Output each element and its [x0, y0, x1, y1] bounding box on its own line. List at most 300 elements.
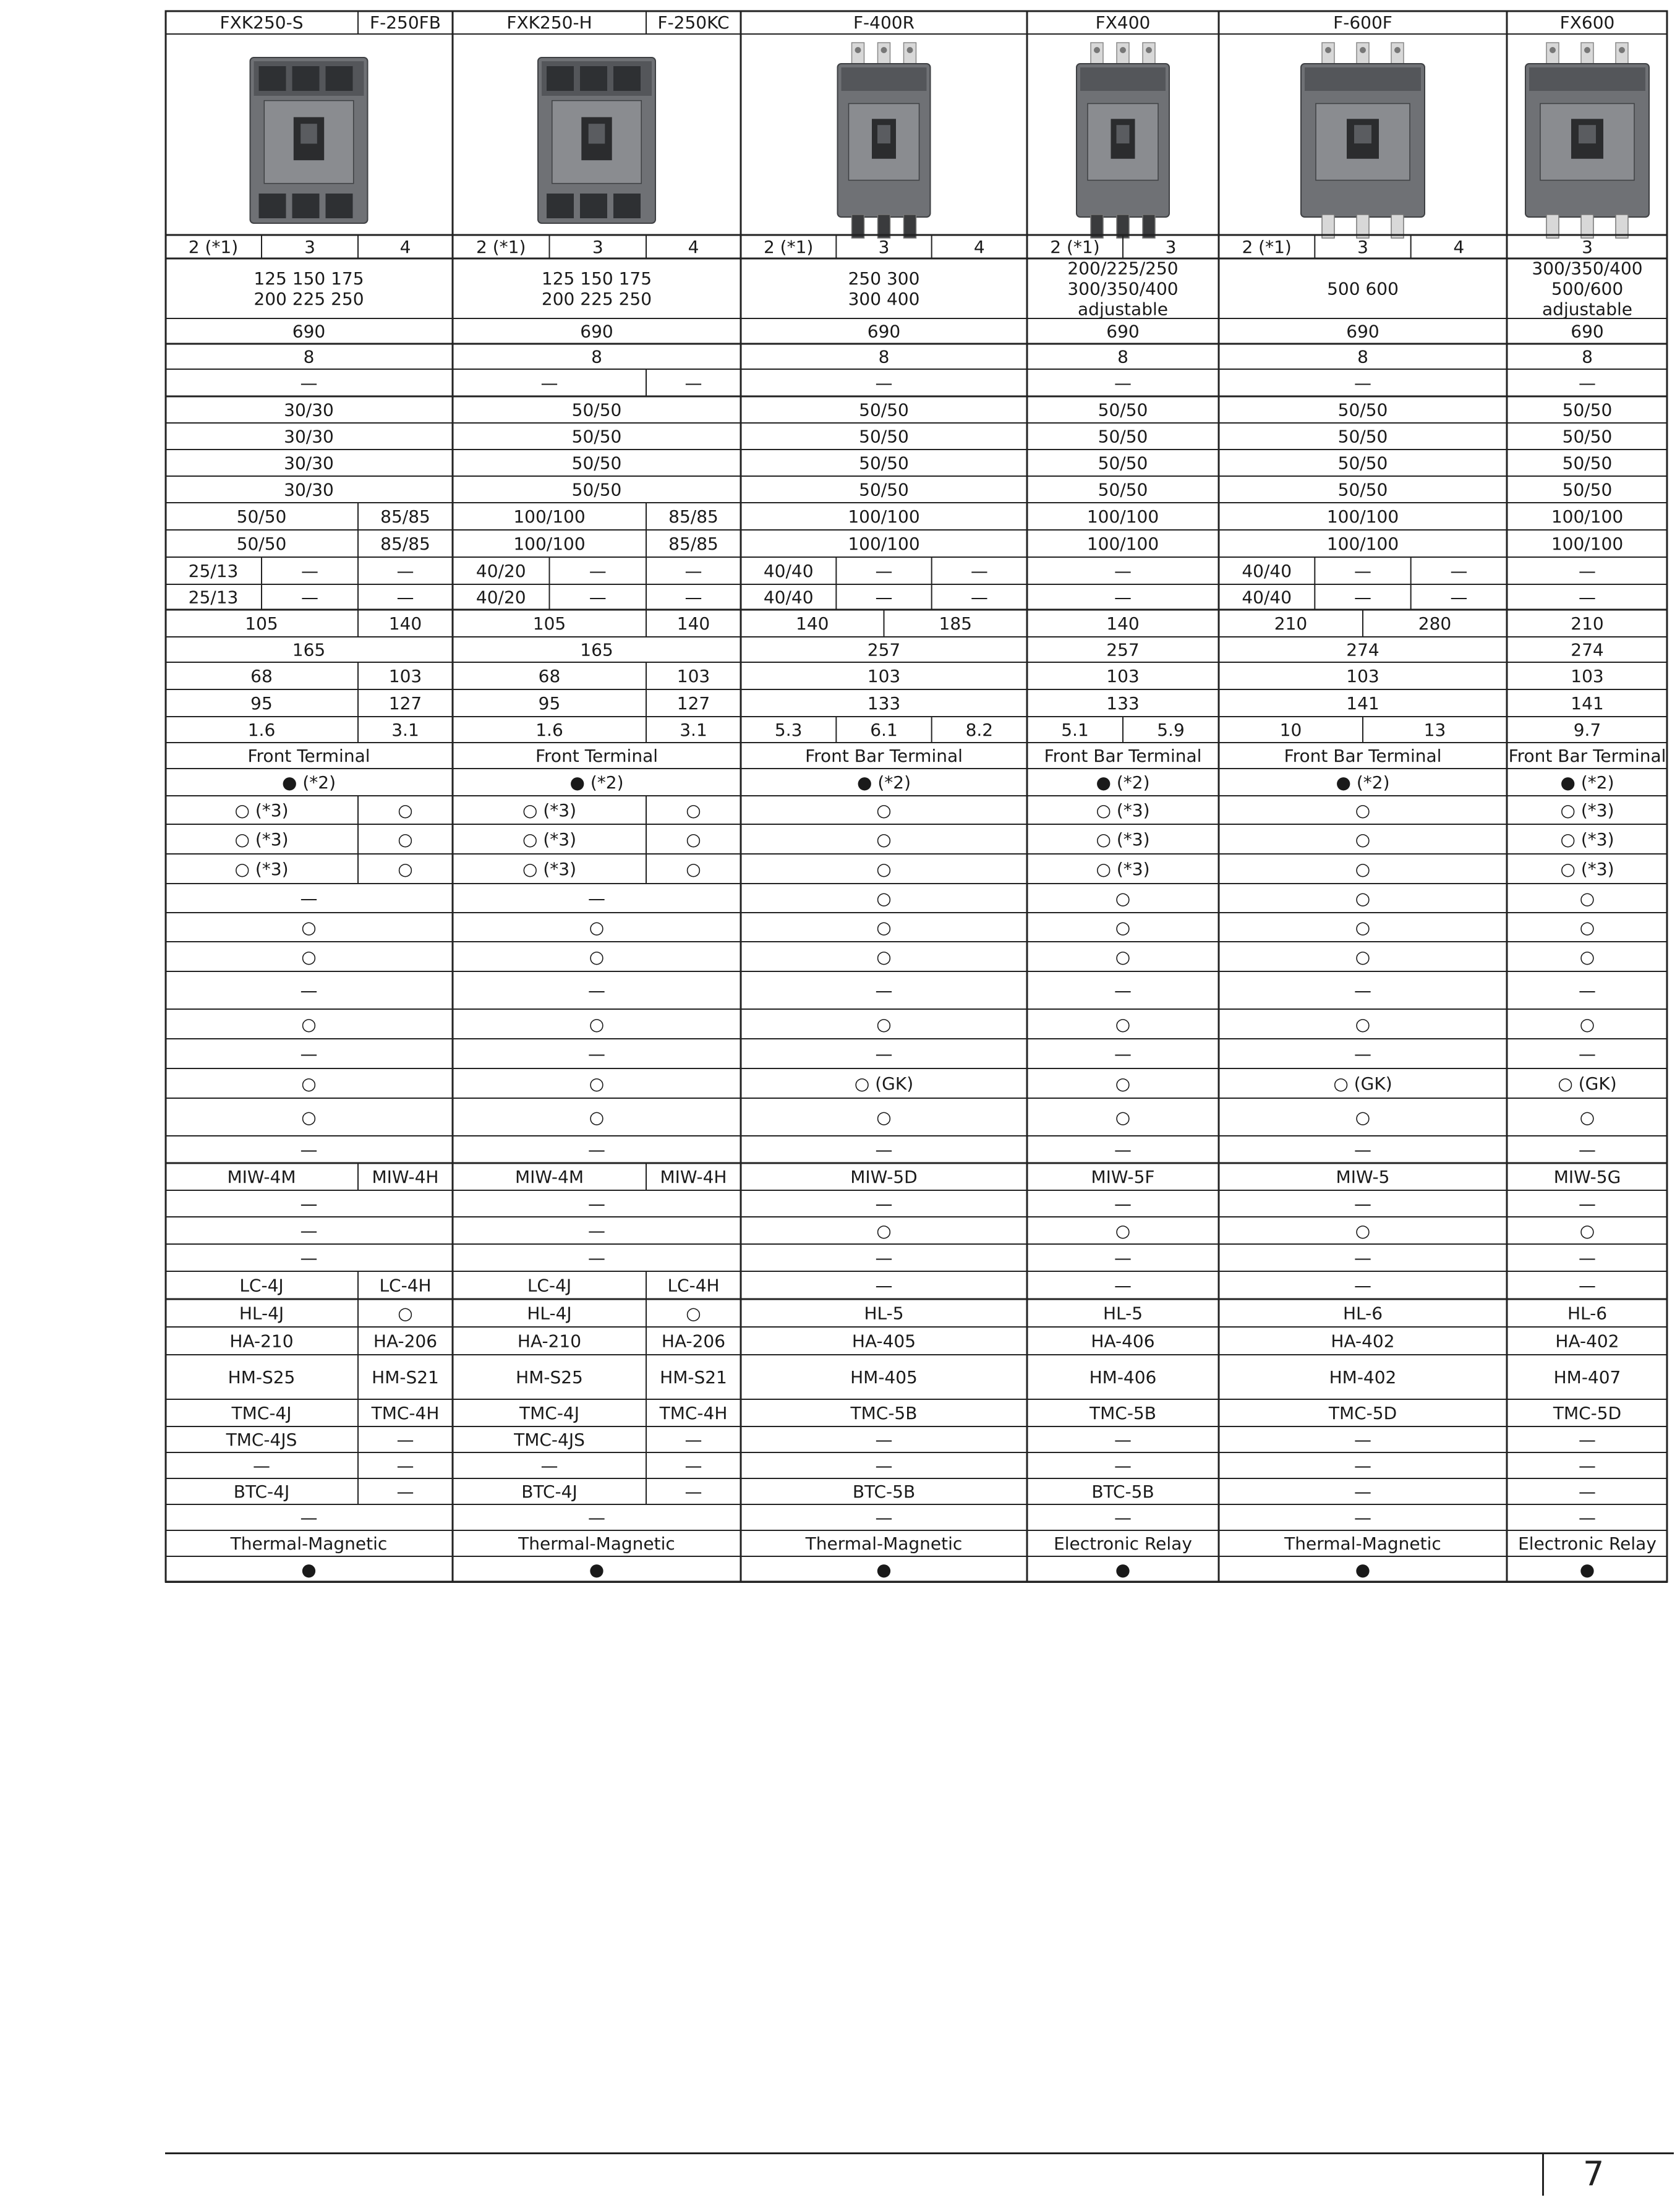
spec-cell: 125 150 175 200 225 250 — [541, 268, 652, 309]
spec-cell: — — [875, 1275, 893, 1296]
spec-cell: 140 — [796, 613, 829, 634]
spec-cell: 5.3 — [774, 720, 803, 740]
spec-cell: HL-5 — [1102, 1303, 1143, 1324]
model-variant: F-250FB — [370, 12, 441, 33]
spec-cell: — — [1450, 587, 1468, 608]
spec-cell: 500 600 — [1327, 278, 1399, 299]
spec-cell: Front Terminal — [535, 746, 659, 766]
spec-cell: 100/100 — [848, 506, 920, 527]
spec-cell: TMC-4JS — [514, 1430, 585, 1450]
spec-cell: 50/50 — [236, 534, 287, 554]
spec-cell: ○ — [686, 800, 701, 821]
spec-cell: ○ (*3) — [1560, 800, 1614, 821]
spec-cell: 3 — [592, 237, 603, 257]
spec-cell: — — [875, 1456, 893, 1476]
spec-cell: TMC-4J — [519, 1403, 579, 1423]
spec-cell: LC-4J — [527, 1275, 572, 1296]
spec-cell: ● (*2) — [1560, 772, 1614, 793]
spec-cell: — — [970, 587, 988, 608]
spec-cell: 165 — [292, 639, 326, 660]
spec-cell: ○ — [1355, 829, 1371, 850]
spec-cell: Thermal-Magnetic — [805, 1533, 963, 1554]
spec-cell: ○ (*3) — [234, 829, 289, 850]
molded-case-breaker-small-icon — [538, 58, 655, 223]
spec-cell: HM-405 — [850, 1367, 918, 1388]
spec-cell: — — [1354, 1507, 1371, 1528]
spec-cell: HA-206 — [661, 1331, 726, 1352]
spec-cell: ○ — [1355, 917, 1371, 938]
spec-cell: ○ — [1579, 1107, 1595, 1128]
molded-case-breaker-small-icon — [250, 58, 368, 223]
spec-cell: ○ — [589, 917, 605, 938]
breaker-spec-table — [165, 11, 1668, 1650]
spec-cell: 3.1 — [680, 720, 707, 740]
spec-cell: — — [875, 1193, 893, 1214]
spec-cell: MIW-4H — [660, 1167, 727, 1187]
spec-cell: 8 — [1117, 346, 1128, 367]
spec-cell: TMC-5B — [1089, 1403, 1156, 1423]
spec-cell: 85/85 — [380, 534, 430, 554]
spec-cell: 50/50 — [859, 426, 909, 447]
spec-cell: 105 — [532, 613, 566, 634]
spec-cell: — — [253, 1456, 270, 1476]
spec-cell: 690 — [580, 321, 613, 342]
spec-cell: 40/40 — [1242, 561, 1292, 581]
spec-cell: 103 — [1346, 666, 1379, 686]
spec-cell: 133 — [867, 693, 901, 714]
spec-cell: 165 — [580, 639, 613, 660]
spec-cell: — — [1579, 1482, 1596, 1502]
spec-cell: 127 — [676, 693, 710, 714]
spec-cell: 2 (*1) — [1242, 237, 1292, 257]
spec-cell: ● — [1115, 1559, 1131, 1580]
spec-cell: HA-210 — [517, 1331, 582, 1352]
spec-cell: 50/50 — [859, 453, 909, 474]
spec-cell: ○ — [301, 947, 317, 967]
spec-cell: — — [1579, 1275, 1596, 1296]
spec-cell: 100/100 — [1326, 534, 1399, 554]
spec-cell: ○ — [686, 829, 701, 850]
spec-cell: 3 — [878, 237, 890, 257]
spec-cell: 133 — [1106, 693, 1140, 714]
page-number: 7 — [1583, 2154, 1605, 2193]
model-name: F-400R — [853, 12, 915, 33]
spec-cell: 68 — [250, 666, 273, 686]
spec-cell: ● — [876, 1559, 892, 1580]
spec-cell: ● (*2) — [282, 772, 336, 793]
spec-cell: 257 — [867, 639, 901, 660]
spec-cell: HL-5 — [864, 1303, 904, 1324]
spec-cell: 100/100 — [1086, 506, 1159, 527]
spec-cell: 140 — [1106, 613, 1140, 634]
spec-cell: — — [875, 587, 893, 608]
footer-separator — [1542, 2152, 1544, 2196]
spec-cell: ○ — [1115, 1107, 1131, 1128]
spec-cell: 690 — [867, 321, 901, 342]
spec-cell: — — [1579, 980, 1596, 1001]
spec-cell: MIW-4M — [227, 1167, 296, 1187]
spec-cell: 103 — [867, 666, 901, 686]
spec-cell: ○ (*3) — [1560, 859, 1614, 879]
spec-cell: BTC-5B — [1091, 1482, 1154, 1502]
spec-cell: ○ — [589, 1107, 605, 1128]
spec-cell: 40/20 — [475, 587, 526, 608]
spec-cell: HM-402 — [1329, 1367, 1397, 1388]
spec-cell: — — [1579, 1248, 1596, 1268]
spec-cell: ○ — [1355, 859, 1371, 879]
spec-cell: ○ — [876, 859, 892, 879]
spec-cell: ○ — [1579, 917, 1595, 938]
spec-cell: 100/100 — [1086, 534, 1159, 554]
spec-cell: ○ (*3) — [1560, 829, 1614, 850]
spec-cell: — — [1354, 1275, 1371, 1296]
spec-cell: — — [300, 373, 318, 393]
spec-cell: ○ — [1355, 1014, 1371, 1034]
spec-cell: 40/40 — [763, 587, 814, 608]
spec-cell: 8 — [1582, 346, 1593, 367]
spec-cell: TMC-5D — [1328, 1403, 1397, 1423]
spec-cell: — — [1354, 980, 1371, 1001]
spec-cell: Front Bar Terminal — [1044, 746, 1202, 766]
spec-cell: — — [396, 1482, 414, 1502]
spec-cell: LC-4H — [667, 1275, 720, 1296]
spec-cell: 2 (*1) — [188, 237, 239, 257]
spec-cell: ○ (*3) — [522, 829, 576, 850]
spec-cell: 690 — [1346, 321, 1379, 342]
spec-cell: ○ — [876, 917, 892, 938]
spec-cell: 274 — [1346, 639, 1379, 660]
spec-cell: TMC-5B — [850, 1403, 918, 1423]
spec-cell: — — [875, 1044, 893, 1064]
spec-cell: 10 — [1279, 720, 1302, 740]
spec-cell: 50/50 — [1562, 479, 1613, 500]
spec-cell: 103 — [1571, 666, 1604, 686]
spec-cell: ○ (GK) — [1558, 1073, 1617, 1094]
spec-cell: 690 — [292, 321, 326, 342]
spec-cell: 141 — [1571, 693, 1604, 714]
spec-cell: TMC-4H — [371, 1403, 440, 1423]
spec-cell: ○ — [1115, 1014, 1131, 1034]
molded-case-breaker-large-icon — [1301, 43, 1425, 238]
spec-cell: ○ — [1355, 888, 1371, 909]
spec-cell: BTC-4J — [521, 1482, 578, 1502]
spec-cell: — — [1114, 587, 1132, 608]
spec-cell: — — [300, 1193, 318, 1214]
spec-cell: ○ — [301, 1014, 317, 1034]
model-name: F-600F — [1333, 12, 1392, 33]
spec-cell: ○ (*3) — [1096, 829, 1150, 850]
molded-case-breaker-bar-icon — [1077, 43, 1169, 238]
spec-cell: 6.1 — [870, 720, 898, 740]
spec-cell: — — [540, 1456, 558, 1476]
spec-cell: 30/30 — [284, 479, 334, 500]
spec-cell: — — [1114, 1507, 1132, 1528]
spec-cell: — — [1354, 1430, 1371, 1450]
spec-cell: BTC-4J — [233, 1482, 290, 1502]
spec-cell: HL-4J — [239, 1303, 284, 1324]
spec-cell: ○ (GK) — [854, 1073, 914, 1094]
spec-cell: TMC-4H — [659, 1403, 728, 1423]
spec-cell: 50/50 — [571, 426, 622, 447]
spec-cell: 4 — [688, 237, 699, 257]
spec-cell: 50/50 — [571, 399, 622, 420]
spec-cell: — — [300, 1248, 318, 1268]
spec-cell: 4 — [973, 237, 985, 257]
spec-cell: — — [396, 1430, 414, 1450]
spec-cell: 25/13 — [188, 587, 239, 608]
spec-cell: ● (*2) — [1336, 772, 1390, 793]
spec-cell: — — [1114, 1430, 1132, 1450]
spec-cell: — — [1579, 1044, 1596, 1064]
spec-cell: 257 — [1106, 639, 1140, 660]
spec-cell: 85/85 — [668, 506, 718, 527]
spec-cell: 50/50 — [1337, 479, 1388, 500]
spec-cell: — — [1579, 1140, 1596, 1160]
footer-rule — [165, 2152, 1674, 2154]
spec-cell: — — [1579, 587, 1596, 608]
spec-cell: — — [588, 1193, 605, 1214]
spec-cell: 5.1 — [1061, 720, 1089, 740]
spec-cell: 100/100 — [848, 534, 920, 554]
spec-cell: 50/50 — [1098, 453, 1148, 474]
spec-cell: ○ — [876, 1107, 892, 1128]
spec-cell: ○ — [876, 800, 892, 821]
spec-cell: ○ — [876, 1221, 892, 1241]
spec-cell: 50/50 — [1098, 399, 1148, 420]
spec-cell: — — [684, 1482, 702, 1502]
spec-cell: 50/50 — [1098, 479, 1148, 500]
spec-cell: 8 — [878, 346, 890, 367]
spec-cell: ● — [301, 1559, 317, 1580]
model-variant: F-250KC — [657, 12, 730, 33]
spec-cell: ● — [1579, 1559, 1595, 1580]
spec-cell: 100/100 — [513, 506, 586, 527]
spec-cell: ○ — [876, 829, 892, 850]
spec-cell: HM-407 — [1553, 1367, 1621, 1388]
spec-cell: — — [1114, 1140, 1132, 1160]
spec-cell: 8 — [303, 346, 315, 367]
spec-cell: HA-402 — [1331, 1331, 1395, 1352]
molded-case-breaker-large-icon — [1525, 43, 1649, 238]
spec-cell: — — [396, 561, 414, 581]
spec-cell: — — [301, 561, 318, 581]
spec-cell: TMC-5D — [1553, 1403, 1622, 1423]
spec-cell: LC-4J — [239, 1275, 284, 1296]
spec-cell: — — [1114, 373, 1132, 393]
spec-cell: 1.6 — [247, 720, 276, 740]
spec-cell: 85/85 — [380, 506, 430, 527]
spec-cell: — — [396, 587, 414, 608]
spec-cell: 50/50 — [1562, 426, 1613, 447]
spec-cell: 690 — [1571, 321, 1604, 342]
spec-cell: — — [1114, 561, 1132, 581]
spec-cell: 4 — [1453, 237, 1465, 257]
spec-cell: — — [684, 587, 702, 608]
spec-cell: — — [588, 1140, 605, 1160]
spec-cell: ○ — [1355, 947, 1371, 967]
spec-cell: 100/100 — [1551, 506, 1624, 527]
spec-cell: ○ — [1115, 888, 1131, 909]
spec-cell: — — [588, 980, 605, 1001]
spec-cell: ○ — [1355, 1107, 1371, 1128]
spec-cell: ○ — [1579, 947, 1595, 967]
spec-cell: — — [1354, 1482, 1371, 1502]
spec-cell: ○ — [1355, 800, 1371, 821]
spec-cell: — — [588, 1507, 605, 1528]
spec-cell: 50/50 — [1098, 426, 1148, 447]
spec-cell: MIW-4M — [514, 1167, 584, 1187]
spec-cell: ○ — [686, 859, 701, 879]
spec-cell: — — [1579, 373, 1596, 393]
spec-cell: 3 — [1165, 237, 1177, 257]
spec-cell: Front Bar Terminal — [1284, 746, 1442, 766]
spec-cell: BTC-5B — [852, 1482, 916, 1502]
spec-cell: ○ (*3) — [234, 859, 289, 879]
spec-cell: — — [300, 1140, 318, 1160]
spec-cell: — — [300, 888, 318, 909]
spec-cell: MIW-5G — [1553, 1167, 1621, 1187]
spec-cell: 185 — [939, 613, 972, 634]
spec-cell: 141 — [1346, 693, 1379, 714]
spec-cell: — — [1450, 561, 1468, 581]
spec-cell: ● — [1355, 1559, 1371, 1580]
spec-cell: 4 — [399, 237, 411, 257]
spec-cell: — — [1579, 1430, 1596, 1450]
spec-cell: — — [588, 888, 605, 909]
spec-cell: 9.7 — [1573, 720, 1601, 740]
spec-cell: TMC-4J — [231, 1403, 292, 1423]
spec-cell: ○ (GK) — [1333, 1073, 1392, 1094]
spec-cell: 8 — [1357, 346, 1368, 367]
spec-cell: 274 — [1571, 639, 1604, 660]
spec-cell: 50/50 — [1562, 399, 1613, 420]
spec-cell: HM-S25 — [516, 1367, 583, 1388]
spec-cell: 140 — [388, 613, 422, 634]
spec-cell: ○ (*3) — [1096, 800, 1150, 821]
spec-cell: 30/30 — [284, 453, 334, 474]
spec-cell: ○ (*3) — [1096, 859, 1150, 879]
spec-cell: ○ — [876, 1014, 892, 1034]
spec-cell: 50/50 — [1562, 453, 1613, 474]
spec-cell: LC-4H — [379, 1275, 432, 1296]
spec-cell: 105 — [245, 613, 278, 634]
spec-cell: ○ — [398, 800, 413, 821]
spec-cell: MIW-4H — [372, 1167, 439, 1187]
spec-cell: Thermal-Magnetic — [230, 1533, 388, 1554]
spec-cell: 100/100 — [1326, 506, 1399, 527]
spec-cell: 50/50 — [859, 479, 909, 500]
spec-cell: 13 — [1423, 720, 1446, 740]
spec-cell: HA-210 — [229, 1331, 294, 1352]
spec-cell: 50/50 — [1337, 426, 1388, 447]
spec-cell: 68 — [538, 666, 561, 686]
spec-cell: TMC-4JS — [226, 1430, 297, 1450]
spec-cell: HL-4J — [527, 1303, 572, 1324]
spec-cell: 100/100 — [513, 534, 586, 554]
spec-cell: 2 (*1) — [1050, 237, 1100, 257]
spec-cell: ● (*2) — [1096, 772, 1150, 793]
spec-cell: — — [300, 1221, 318, 1241]
spec-cell: 30/30 — [284, 399, 334, 420]
spec-cell: — — [300, 980, 318, 1001]
spec-cell: 40/40 — [1242, 587, 1292, 608]
spec-cell: MIW-5D — [850, 1167, 918, 1187]
spec-cell: — — [684, 561, 702, 581]
spec-cell: — — [1579, 1507, 1596, 1528]
spec-cell: — — [588, 1044, 605, 1064]
spec-cell: Thermal-Magnetic — [1284, 1533, 1441, 1554]
spec-cell: 95 — [250, 693, 273, 714]
spec-cell: 50/50 — [1337, 399, 1388, 420]
spec-cell: ● (*2) — [569, 772, 624, 793]
spec-cell: HM-S21 — [660, 1367, 727, 1388]
spec-cell: 8 — [591, 346, 602, 367]
model-name: FXK250-S — [220, 12, 304, 33]
spec-cell: 40/40 — [763, 561, 814, 581]
spec-cell: — — [684, 1456, 702, 1476]
spec-cell: 140 — [676, 613, 710, 634]
spec-cell: — — [1354, 1140, 1371, 1160]
spec-cell: ○ — [1579, 1221, 1595, 1241]
spec-cell: — — [300, 1507, 318, 1528]
spec-cell: HM-406 — [1089, 1367, 1157, 1388]
spec-cell: 3 — [304, 237, 315, 257]
spec-cell: 1.6 — [535, 720, 563, 740]
spec-cell: 210 — [1274, 613, 1308, 634]
spec-cell: 103 — [1106, 666, 1140, 686]
spec-cell: ○ (*3) — [234, 800, 289, 821]
model-name: FXK250-H — [506, 12, 592, 33]
spec-cell: — — [588, 1248, 605, 1268]
spec-cell: ○ — [1579, 888, 1595, 909]
spec-cell: — — [875, 1430, 893, 1450]
spec-cell: — — [1114, 1275, 1132, 1296]
spec-cell: — — [589, 561, 607, 581]
spec-cell: — — [300, 1044, 318, 1064]
spec-cell: 30/30 — [284, 426, 334, 447]
spec-cell: ○ — [301, 1073, 317, 1094]
spec-cell: 5.9 — [1157, 720, 1185, 740]
spec-cell: ○ — [398, 1303, 413, 1324]
spec-cell: — — [1579, 561, 1596, 581]
spec-cell: Thermal-Magnetic — [518, 1533, 675, 1554]
spec-cell: ○ — [876, 888, 892, 909]
spec-cell: — — [684, 373, 702, 393]
spec-cell: — — [875, 561, 893, 581]
spec-cell: 25/13 — [188, 561, 239, 581]
spec-cell: ○ — [1355, 1221, 1371, 1241]
spec-cell: — — [1114, 1044, 1132, 1064]
spec-cell: — — [396, 1456, 414, 1476]
spec-cell: ○ — [1579, 1014, 1595, 1034]
spec-cell: 3 — [1357, 237, 1368, 257]
spec-cell: Front Terminal — [247, 746, 370, 766]
spec-cell: — — [588, 1221, 605, 1241]
spec-cell: — — [1579, 1193, 1596, 1214]
spec-cell: — — [1354, 373, 1371, 393]
spec-cell: 85/85 — [668, 534, 718, 554]
spec-cell: 95 — [538, 693, 561, 714]
spec-cell: ○ — [301, 917, 317, 938]
spec-cell: ○ — [686, 1303, 701, 1324]
spec-cell: ● — [589, 1559, 605, 1580]
spec-cell: — — [1354, 587, 1371, 608]
spec-cell: 100/100 — [1551, 534, 1624, 554]
spec-cell: — — [1354, 1193, 1371, 1214]
spec-cell: ○ — [398, 859, 413, 879]
spec-cell: — — [875, 1248, 893, 1268]
spec-cell: — — [970, 561, 988, 581]
